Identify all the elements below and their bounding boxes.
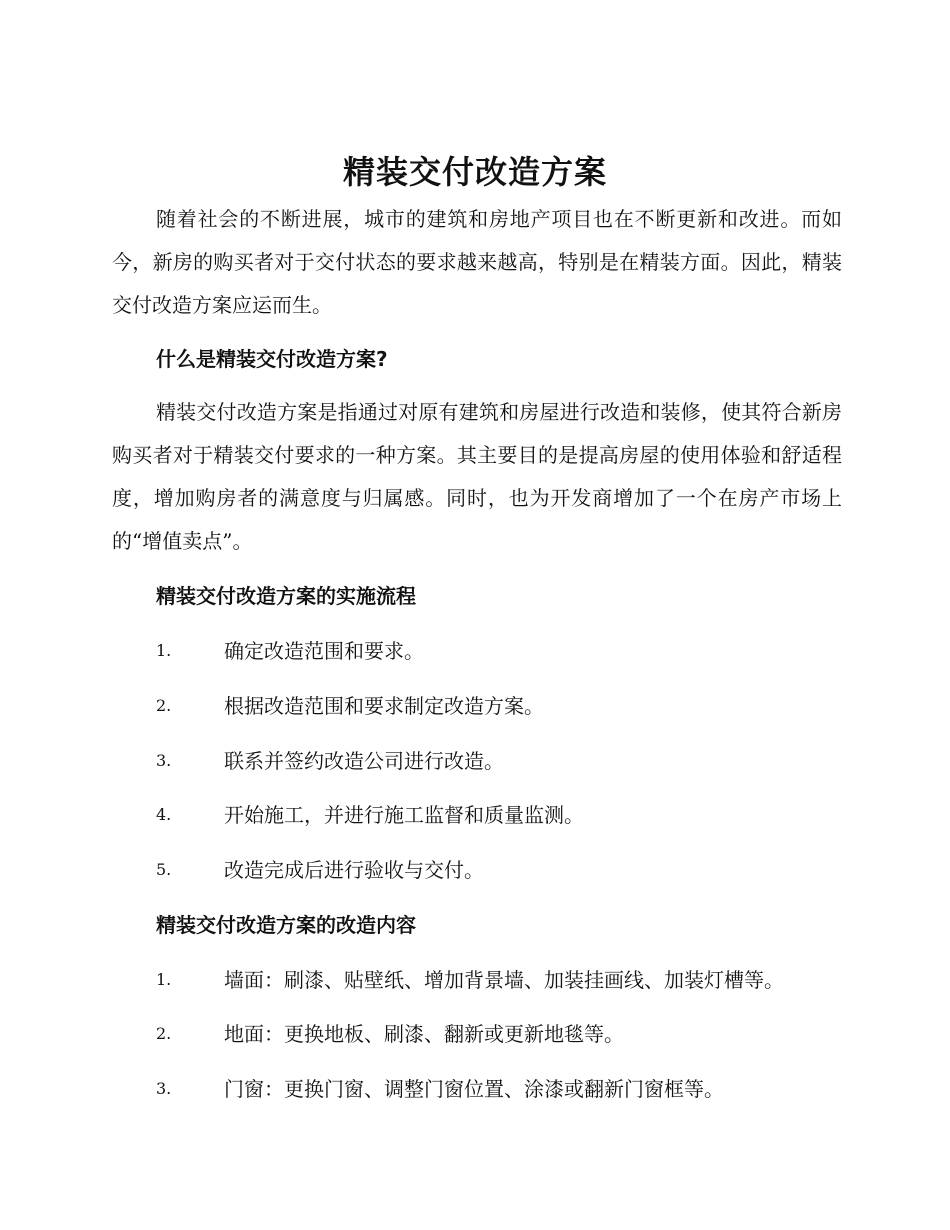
list-number: 1. [156,970,172,989]
section-heading-content: 精装交付改造方案的改造内容 [156,913,416,937]
content-list-item [156,965,856,995]
content-list-item [156,1019,856,1049]
list-text: 确定改造范围和要求。 [224,639,424,663]
process-list-item [156,800,856,830]
process-list-item [156,691,856,721]
list-text: 联系并签约改造公司进行改造。 [224,749,504,773]
process-list-item [156,636,856,666]
list-number: 3. [156,751,172,770]
list-number: 2. [156,1024,172,1043]
list-number: 5. [156,860,172,879]
list-text: 根据改造范围和要求制定改造方案。 [224,694,544,718]
list-text: 改造完成后进行验收与交付。 [224,858,484,882]
list-number: 2. [156,696,172,715]
list-text: 开始施工，并进行施工监督和质量监测。 [224,803,584,827]
section-heading-what-is: 什么是精装交付改造方案? [156,347,388,371]
list-text: 门窗：更换门窗、调整门窗位置、涂漆或翻新门窗框等。 [224,1077,724,1101]
list-number: 3. [156,1079,172,1098]
process-list-item [156,855,856,885]
document-title: 精装交付改造方案 [342,153,607,191]
content-list-item [156,1074,856,1104]
list-text: 地面：更换地板、刷漆、翻新或更新地毯等。 [224,1022,624,1046]
list-number: 1. [156,641,172,660]
process-list-item [156,746,856,776]
intro-paragraph: 随着社会的不断进展，城市的建筑和房地产项目也在不断更新和改进。而如今，新房的购买者对于交付状态的要求越来越高，特别是在精装方面。因此，精装交付改造方案应运而生。 [112,207,842,317]
list-text: 墙面：刷漆、贴壁纸、增加背景墙、加装挂画线、加装灯槽等。 [224,968,784,992]
definition-paragraph: 精装交付改造方案是指通过对原有建筑和房屋进行改造和装修，使其符合新房购买者对于精装交付要求的一种方案。其主要目的是提高房屋的使用体验和舒适程度，增加购房者的满意度与归属感。同时，也为开发商增加了一个在房产市场上的“增值卖点”。 [112,400,842,553]
list-number: 4. [156,805,172,824]
section-heading-process: 精装交付改造方案的实施流程 [156,584,416,608]
